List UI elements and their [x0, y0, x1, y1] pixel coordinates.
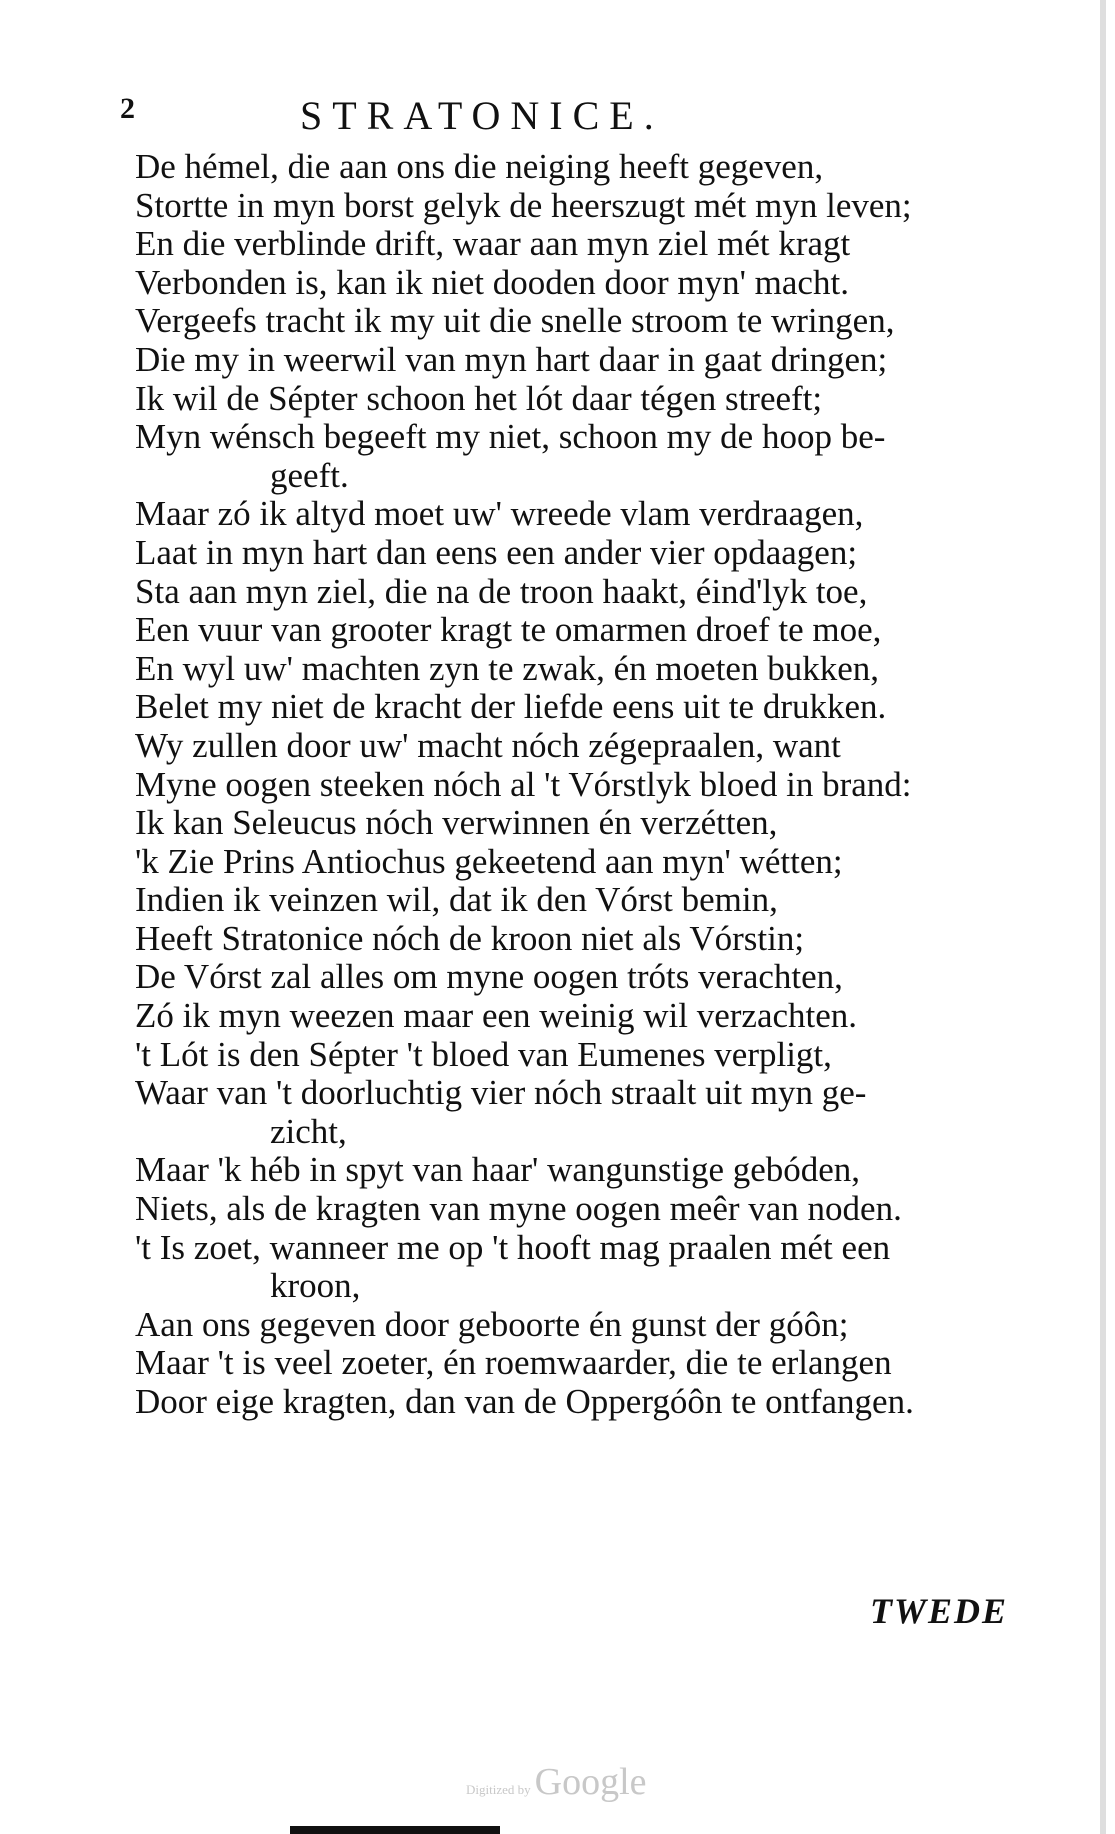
verse-line-continuation: zicht, [270, 1111, 347, 1151]
verse-line: Maar zó ik altyd moet uw' wreede vlam verdraagen, [135, 494, 864, 534]
verse-line: De hémel, die aan ons die neiging heeft gegeven, [135, 147, 824, 186]
verse-line: Indien ik veinzen wil, dat ik den Vórst bemin, [135, 880, 778, 920]
verse-line: Vergeefs tracht ik my uit die snelle stroom te wringen, [135, 301, 895, 341]
verse-line: Laat in myn hart dan eens een ander vier opdaagen; [135, 532, 858, 572]
verse-line: Maar 't is veel zoeter, én roemwaarder, die te erlangen [135, 1343, 892, 1383]
catchword: TWEDE [870, 1591, 1009, 1631]
verse-line-continuation: geeft. [270, 455, 349, 495]
bottom-rule [290, 1826, 500, 1834]
verse-line: Wy zullen door uw' macht nóch zégepraalen, want [135, 725, 841, 765]
verse-line: Myne oogen steeken nóch al 't Vórstlyk bloed in brand: [135, 764, 912, 804]
verse-line: 't Lót is den Sépter 't bloed van Eumenes verpligt, [135, 1034, 832, 1074]
verse-line: Heeft Stratonice nóch de kroon niet als Vórstin; [135, 918, 805, 958]
verse-line: Door eige kragten, dan van de Oppergóôn te ontfangen. [135, 1382, 914, 1421]
verse-line: En wyl uw' machten zyn te zwak, én moeten bukken, [135, 648, 879, 688]
verse-block [135, 148, 1040, 1422]
verse-line: Stortte in myn borst gelyk de heerszugt mét myn leven; [135, 185, 912, 225]
verse-line: Verbonden is, kan ik niet dooden door myn' macht. [135, 262, 849, 302]
verse-line: Een vuur van grooter kragt te omarmen droef te moe, [135, 610, 882, 650]
watermark-prefix: Digitized by [466, 1782, 531, 1797]
verse-line: Belet my niet de kracht der liefde eens uit te drukken. [135, 687, 887, 727]
watermark-logo: Google [534, 1761, 647, 1803]
verse-line: De Vórst zal alles om myne oogen tróts verachten, [135, 957, 843, 997]
verse-line: Myn wénsch begeeft my niet, schoon my de hoop be- [135, 417, 886, 457]
verse-line: En die verblinde drift, waar aan myn ziel mét kragt [135, 224, 851, 264]
verse-line: Zó ik myn weezen maar een weinig wil verzachten. [135, 996, 858, 1036]
page-edge-shadow [1100, 0, 1106, 1834]
verse-line: Die my in weerwil van myn hart daar in gaat dringen; [135, 339, 888, 379]
page-number: 2 [120, 92, 135, 125]
verse-line: 'k Zie Prins Antiochus gekeetend aan myn' wétten; [135, 841, 843, 881]
digitization-watermark [466, 1760, 647, 1804]
verse-line: 't Is zoet, wanneer me op 't hooft mag praalen mét een [135, 1227, 891, 1267]
verse-line: Niets, als de kragten van myne oogen meêr van noden. [135, 1189, 902, 1229]
verse-line: Ik wil de Sépter schoon het lót daar tégen streeft; [135, 378, 823, 418]
page-header [120, 92, 840, 152]
verse-line: Waar van 't doorluchtig vier nóch straalt uit myn ge- [135, 1073, 867, 1113]
verse-line: Aan ons gegeven door geboorte én gunst der góôn; [135, 1304, 849, 1344]
verse-line-continuation: kroon, [270, 1266, 361, 1306]
verse-line: Maar 'k héb in spyt van haar' wangunstige gebóden, [135, 1150, 861, 1190]
verse-line: Ik kan Seleucus nóch verwinnen én verzétten, [135, 803, 778, 843]
verse-line: Sta aan myn ziel, die na de troon haakt, éind'lyk toe, [135, 571, 868, 611]
running-title: STRATONICE. [300, 93, 664, 138]
